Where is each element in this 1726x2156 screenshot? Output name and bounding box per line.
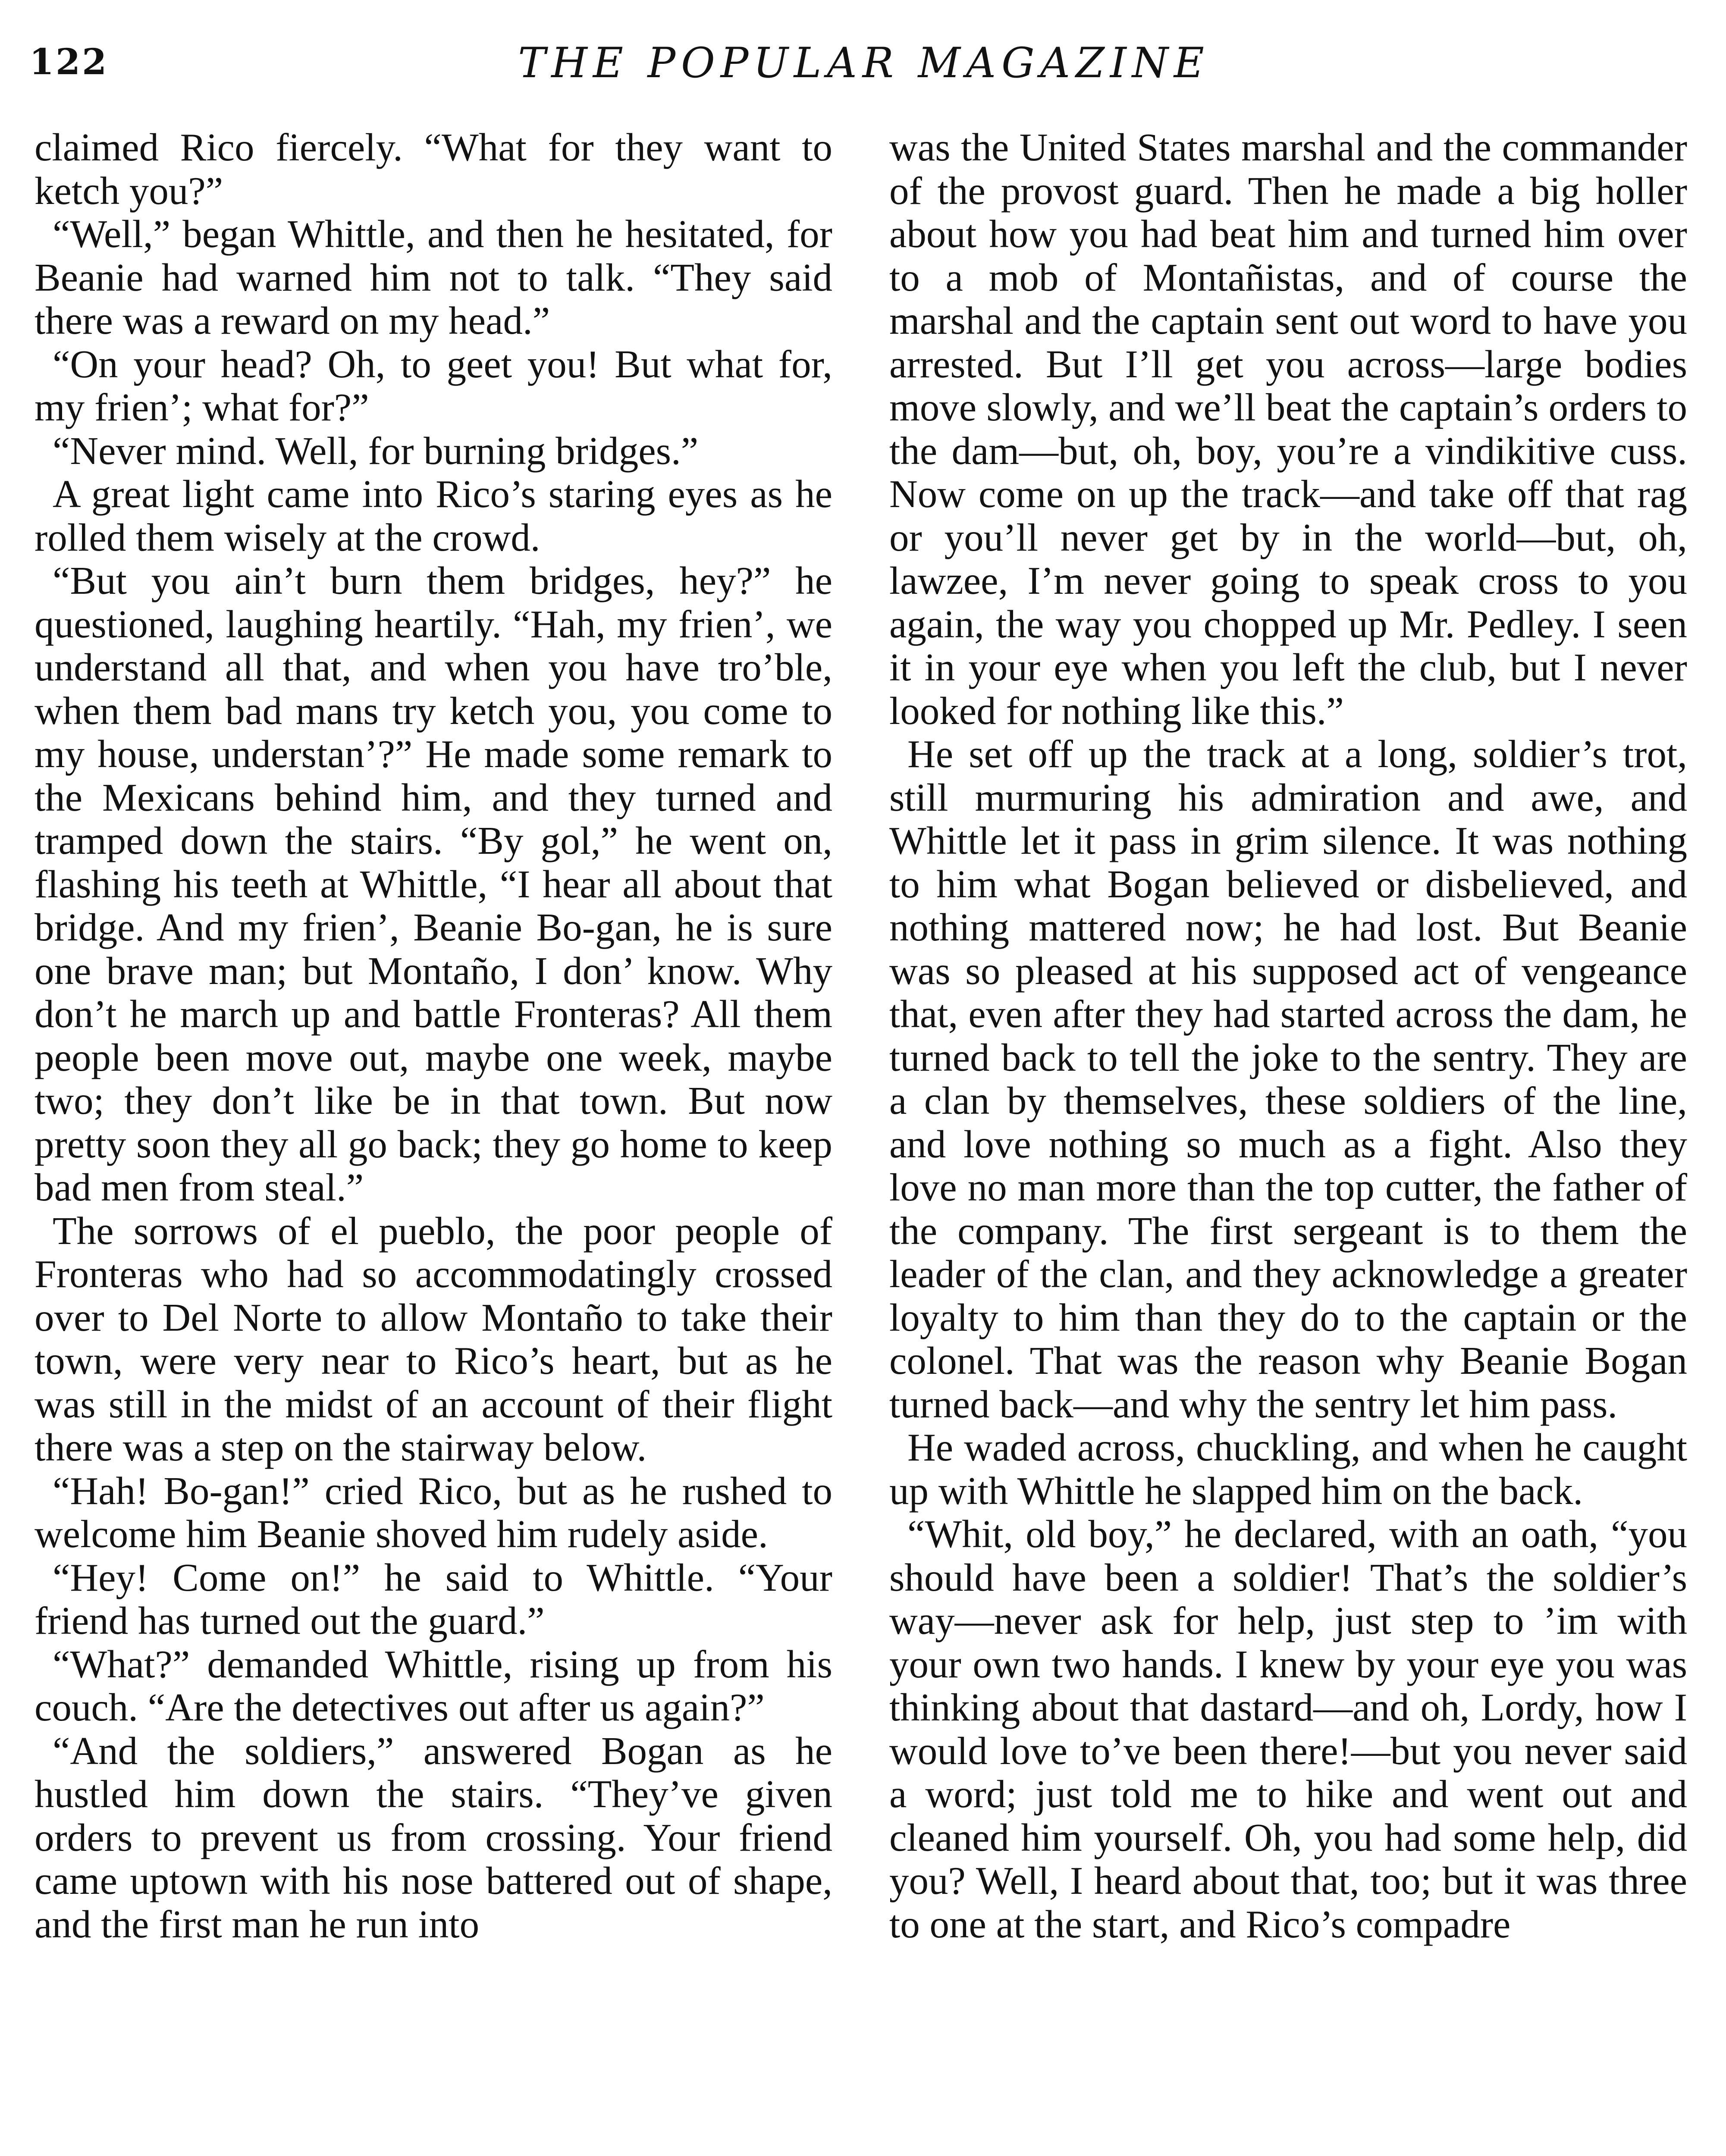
paragraph: “What?” demanded Whittle, rising up from his couch. “Are the detectives out after us again?” bbox=[35, 1642, 832, 1729]
paragraph: “Whit, old boy,” he declared, with an oath, “you should have been a soldier! That’s the soldier’s way—never ask for help, just step to ’im with your own two hands. I knew by your eye you was thinking about that dastard—and oh, Lordy, how I would love to’ve been there!—but you never said a word; just told me to hike and went out and cleaned him yourself. Oh, you had some help, did you? Well, I heard about that, too; but it was three to one at the start, and Rico’s compadre bbox=[889, 1512, 1687, 1946]
page-header bbox=[29, 30, 1698, 95]
magazine-title: THE POPULAR MAGAZINE bbox=[518, 39, 1210, 87]
continued-paragraph: was the United States marshal and the commander of the provost guard. Then he made a big holler about how you had beat him and turned him over to a mob of Montañistas, and of course the marshal and the captain sent out word to have you arrested. But I’ll get you across—large bodies move slowly, and we’ll beat the captain’s orders to the dam—but, oh, boy, you’re a vindikitive cuss. Now come on up the track—and take off that rag or you’ll never get by in the world—but, oh, lawzee, I’m never going to speak cross to you again, the way you chopped up Mr. Pedley. I seen it in your eye when you left the club, but I never looked for nothing like this.” bbox=[889, 126, 1687, 733]
paragraph: “But you ain’t burn them bridges, hey?” he questioned, laughing heartily. “Hah, my frien’, we understand all that, and when you have tro’ble, when them bad mans try ketch you, you come to my house, understan’?” He made some remark to the Mexicans behind him, and they turned and tramped down the stairs. “By gol,” he went on, flashing his teeth at Whittle, “I hear all about that bridge. And my frien’, Beanie Bo-gan, he is sure one brave man; but Montaño, I don’ know. Why don’t he march up and battle Fronteras? All them people been move out, maybe one week, maybe two; they don’t like be in that town. But now pretty soon they all go back; they go home to keep bad men from steal.” bbox=[35, 559, 832, 1209]
paragraph: He waded across, chuckling, and when he caught up with Whittle he slapped him on the back. bbox=[889, 1426, 1687, 1513]
paragraph: “On your head? Oh, to geet you! But what for, my frien’; what for?” bbox=[35, 342, 832, 429]
paragraph: The sorrows of el pueblo, the poor people of Fronteras who had so accommodatingly crossed over to Del Norte to allow Montaño to take their town, were very near to Rico’s heart, but as he was still in the midst of an account of their flight there was a step on the stairway below. bbox=[35, 1209, 832, 1469]
continued-paragraph: claimed Rico fiercely. “What for they want to ketch you?” bbox=[35, 126, 832, 213]
paragraph: “Hah! Bo-gan!” cried Rico, but as he rushed to welcome him Beanie shoved him rudely aside. bbox=[35, 1469, 832, 1556]
right-text-column bbox=[889, 126, 1687, 2156]
paragraph: “Hey! Come on!” he said to Whittle. “Your friend has turned out the guard.” bbox=[35, 1555, 832, 1642]
page-number: 122 bbox=[29, 41, 109, 83]
paragraph: He set off up the track at a long, soldier’s trot, still murmuring his admiration and awe, and Whittle let it pass in grim silence. It was nothing to him what Bogan believed or disbelieved, and nothing mattered now; he had lost. But Beanie was so pleased at his supposed act of vengeance that, even after they had started across the dam, he turned back to tell the joke to the sentry. They are a clan by themselves, these soldiers of the line, and love nothing so much as a fight. Also they love no man more than the top cutter, the father of the company. The first sergeant is to them the leader of the clan, and they acknowledge a greater loyalty to him than they do to the captain or the colonel. That was the reason why Beanie Bogan turned back—and why the sentry let him pass. bbox=[889, 732, 1687, 1426]
paragraph: “Never mind. Well, for burning bridges.” bbox=[53, 429, 699, 473]
paragraph: “Well,” began Whittle, and then he hesitated, for Beanie had warned him not to talk. “They said there was a reward on my head.” bbox=[35, 212, 832, 342]
left-text-column bbox=[35, 126, 832, 2156]
paragraph: “And the soldiers,” answered Bogan as he hustled him down the stairs. “They’ve given orders to prevent us from crossing. Your friend came uptown with his nose battered out of shape, and the first man he run into bbox=[35, 1729, 832, 1946]
paragraph: A great light came into Rico’s staring eyes as he rolled them wisely at the crowd. bbox=[35, 472, 832, 559]
